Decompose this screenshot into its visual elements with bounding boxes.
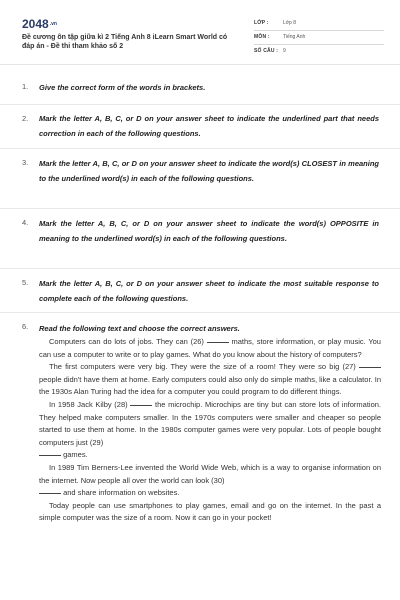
meta-row-subject (254, 31, 384, 45)
passage-paragraph: In 1989 Tim Berners-Lee invented the World Wide Web, which is a way to organise information on the internet. Now people all over the world can look (30) and share information on websites. (39, 462, 381, 498)
answer-blank (359, 367, 381, 368)
meta-row-class (254, 17, 384, 31)
header-divider (0, 64, 400, 65)
question-instruction: Give the correct form of the words in brackets. (39, 83, 206, 92)
question-instruction: Read the following text and choose the correct answers. (39, 324, 240, 333)
meta-value: 9 (283, 48, 286, 54)
question-number: 1. (22, 82, 29, 91)
question-instruction: Mark the letter A, B, C, or D on your answer sheet to indicate the most suitable response to complete each of the following questions. (39, 279, 379, 303)
passage-paragraph: Computers can do lots of jobs. They can (26) maths, store information, or play music. You can use a computer to write or to play games. What do you know about the history of computers? (39, 337, 381, 359)
meta-row-question-count (254, 45, 384, 58)
question-number: 6. (22, 322, 29, 331)
site-logo[interactable]: $2048^{.vn}$ (22, 17, 57, 31)
question-divider (0, 104, 400, 105)
question-divider (0, 208, 400, 209)
answer-blank (207, 342, 229, 343)
answer-blank (39, 493, 61, 494)
meta-label: MÔN : (254, 34, 270, 40)
passage-paragraph: In 1958 Jack Kilby (28) the microchip. Microchips are tiny but can store lots of information. They helped make computers smaller. In the 1970s computers were smaller and cheaper so people started to use them at home. In the 1980s computer games were very popular. Lots of people bought computers just (29) games. (39, 399, 382, 460)
question-instruction: Mark the letter A, B, C, or D on your answer sheet to indicate the word(s) CLOSEST in meaning to the underlined word(s) in each of the following questions. (39, 159, 379, 183)
question-number: 4. (22, 218, 29, 227)
question-number: 2. (22, 114, 29, 123)
question-instruction: Mark the letter A, B, C, or D on your answer sheet to indicate the underlined part that needs correction in each of the following questions. (39, 114, 379, 138)
meta-label: SỐ CÂU : (254, 48, 279, 54)
answer-blank (130, 405, 152, 406)
passage-paragraph: The first computers were very big. They were the size of a room! They were so big (27) people didn't have them at home. Early computers could also only do simple maths, like a calculator. In the 1930s Alan Turing had the idea for a computer you could program to do different things. (39, 362, 381, 397)
question-number: 3. (22, 158, 29, 167)
meta-value: Tiếng Anh (283, 34, 306, 40)
meta-value: Lớp 8 (283, 20, 297, 26)
question-divider (0, 312, 400, 313)
question-number: 5. (22, 278, 29, 287)
question-instruction: Mark the letter A, B, C, or D on your answer sheet to indicate the word(s) OPPOSITE in meaning to the underlined word(s) in each of the following questions. (39, 219, 379, 243)
question-divider (0, 268, 400, 269)
document-title: Đề cương ôn tập giữa kì 2 Tiếng Anh 8 iLearn Smart World có đáp án - Đề thi tham khảo số 2 (22, 34, 228, 50)
meta-info-box (254, 17, 384, 58)
question-divider (0, 148, 400, 149)
document-header (0, 0, 400, 60)
reading-passage (39, 336, 381, 525)
meta-label: LỚP : (254, 20, 269, 26)
answer-blank (39, 455, 61, 456)
passage-paragraph: Today people can use smartphones to play games, email and go on the internet. In the past a simple computer was the size of a room. Now it can go in your pocket! (39, 500, 381, 523)
